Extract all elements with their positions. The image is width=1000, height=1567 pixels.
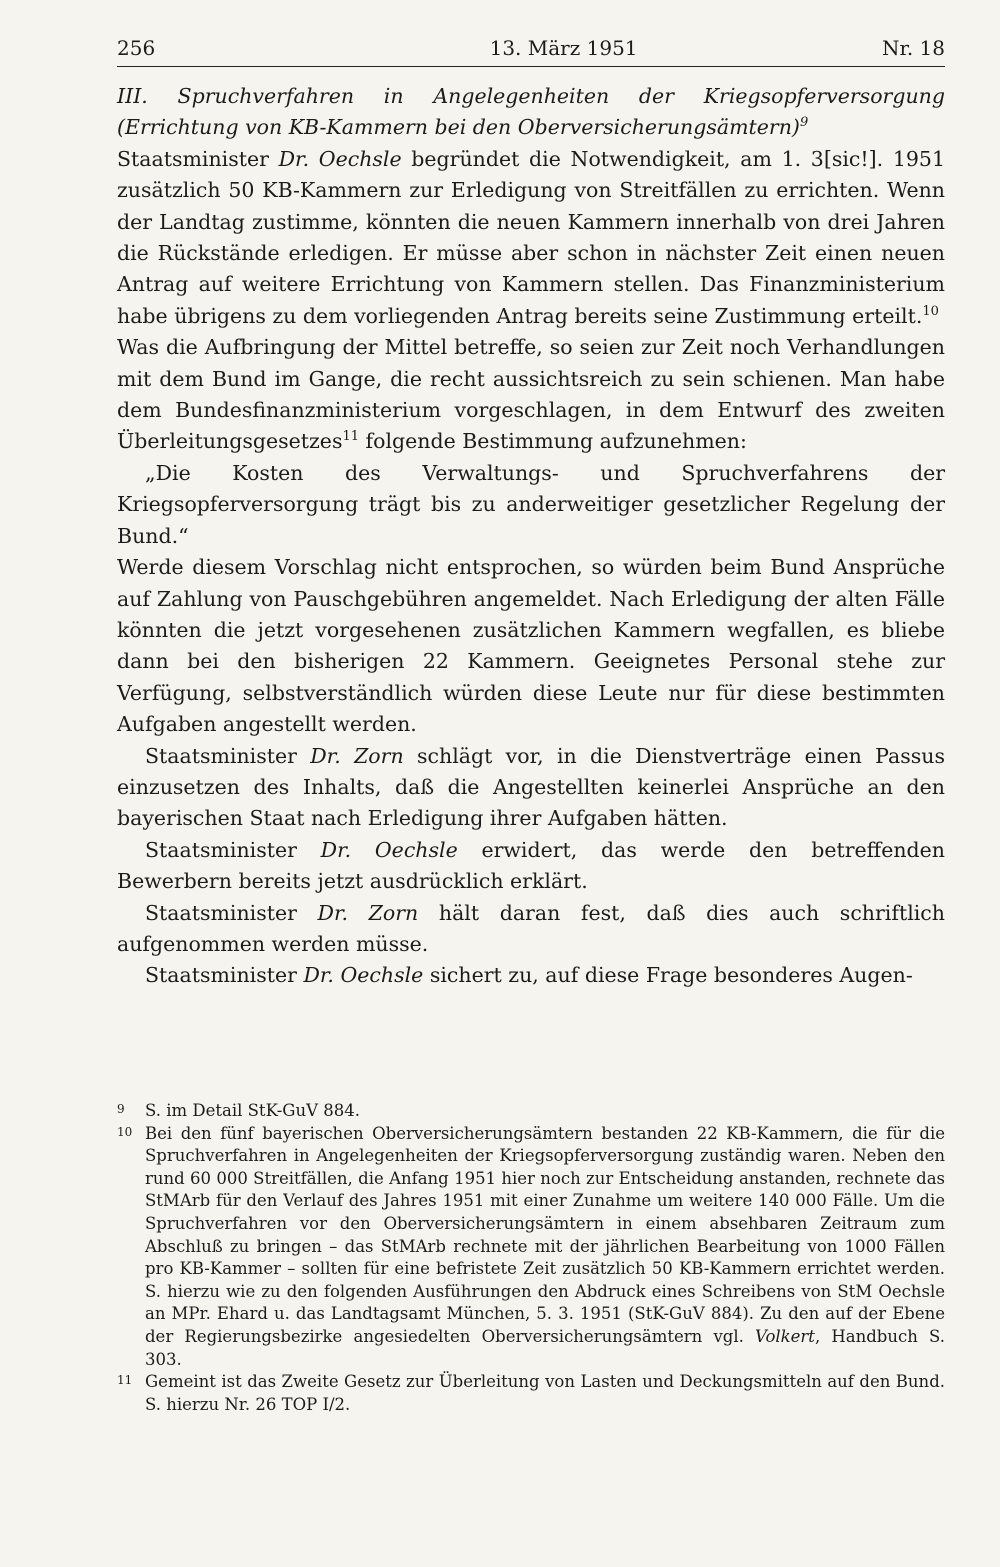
page [117,36,945,992]
paragraph-5-lead: Staatsminister [145,837,321,862]
paragraph-5 [117,835,945,898]
paragraph-5-text: erwidert, das werde den betreffenden Bewerbern bereits jetzt ausdrücklich erklärt. [117,837,945,894]
paragraph-2-tail: folgende Bestimmung aufzunehmen: [359,429,747,454]
paragraph-3: Werde diesem Vorschlag nicht entsprochen, so würden beim Bund Ansprüche auf Zahlung von Pauschgebühren angemeldet. Nach Erledigung der alten Fälle könnten die jetzt vorgesehenen zusätzlichen Kammern wegfallen, es bliebe dann bei den bisherigen 22 Kammern. Geeignetes Personal stehe zur Verfügung, selbstverständlich würden diese Leute nur für diese bestimmten Aufgaben angestellt werden. [117,555,945,737]
paragraph-7-text: sichert zu, auf diese Frage besonderes Augen- [423,963,913,988]
paragraph-4 [117,741,945,835]
cited-author: Volkert [755,1326,815,1346]
speaker-name: Dr. Oechsle [278,146,402,171]
header-date: 13. März 1951 [489,36,638,60]
speaker-name: Dr. Zorn [310,743,404,768]
paragraph-6-text: hält daran fest, daß dies auch schriftlich aufgenommen werden müsse. [117,900,945,956]
header-issue: Nr. 18 [881,36,945,60]
footnote-number: 9 [117,1102,125,1116]
paragraph-2-text: Was die Aufbringung der Mittel betreffe, so seien zur Zeit noch Verhandlungen mit dem Bund im Gange, die recht aussichtsreich zu sein schienen. Man habe dem Bundesfinanzministerium vorgeschlagen, in dem Entwurf des zweiten Überleitungsgesetzes [117,335,945,454]
speaker-name: Dr. Zorn [317,900,419,925]
paragraph-2 [117,332,945,458]
speaker-name: Dr. Oechsle [303,963,424,988]
paragraph-4-lead: Staatsminister [145,743,311,768]
quoted-provision: „Die Kosten des Verwaltungs- und Spruchverfahrens der Kriegsopferversorgung trägt bis zu anderweitiger gesetzlicher Regelung der Bund.“ [117,460,945,548]
footnotes [117,1100,945,1416]
paragraph-4-text: schlägt vor, in die Dienstverträge einen Passus einzusetzen des Inhalts, daß die Angestellten keinerlei Ansprüche an den bayerischen Staat nach Erledigung ihrer Aufgaben hätten. [117,743,945,831]
body-text [117,81,945,992]
paragraph-6 [117,898,945,961]
running-header [117,36,945,67]
footnote-ref-11[interactable]: 11 [342,429,360,445]
paragraph-1-text: begründet die Notwendigkeit, am 1. 3[sic!]. 1951 zusätzlich 50 KB-Kammern zur Erledigung von Streitfällen zu errichten. Wenn der Landtag zustimme, könnten die neuen Kammern innerhalb von drei Jahren die Rückstände erledigen. Er müsse aber schon in nächster Zeit einen neuen Antrag auf weitere Errichtung von Kammern stellen. Das Finanzministerium habe übrigens zu dem vorliegenden Antrag bereits seine Zustimmung erteilt. [117,146,945,328]
footnote-text: Bei den fünf bayerischen Oberversicherungsämtern bestanden 22 KB-Kammern, die für die Spruchverfahren in Angelegenheiten der Kriegsopferversorgung zuständig waren. Neben den rund 60 000 Streitfällen, die Anfang 1951 hier noch zur Entscheidung anstanden, rechnete das StMArb für den Verlauf des Jahres 1951 mit einer Zunahme um weitere 140 000 Fälle. Um die Spruchverfahren vor den Oberversicherungsämtern in einem absehbaren Zeitraum zum Abschluß zu bringen – das StMArb rechnete mit der jährlichen Bearbeitung von 1000 Fällen pro KB-Kammer – sollten für eine befristete Zeit zusätzlich 50 KB-Kammern errichtet werden. S. hierzu wie zu den folgenden Ausführungen den Abdruck eines Schreibens von StM Oechsle an MPr. Ehard u. das Landtagsamt München, 5. 3. 1951 (StK-GuV 884). Zu den auf der Ebene der Regierungsbezirke angesiedelten Oberversicherungsämtern vgl. [145,1123,945,1346]
footnote-11 [117,1371,945,1416]
footnote-9 [117,1100,945,1123]
footnote-text: Gemeint ist das Zweite Gesetz zur Überleitung von Lasten und Deckungsmitteln auf den Bund. S. hierzu Nr. 26 TOP I/2. [145,1372,945,1414]
paragraph-7 [117,960,945,991]
paragraph-1 [117,144,945,332]
footnote-text-tail: , Handbuch S. 303. [145,1326,945,1369]
footnote-text: S. im Detail StK-GuV 884. [145,1101,360,1120]
speaker-name: Dr. Oechsle [320,837,458,862]
footnote-ref-9[interactable]: 9 [799,115,809,131]
footnote-number: 11 [117,1373,133,1388]
page-number: 256 [117,36,156,60]
section-heading [117,81,945,144]
paragraph-6-lead: Staatsminister [145,900,318,925]
footnote-10 [117,1123,945,1372]
footnote-number: 10 [117,1124,133,1139]
section-heading-text: III. Spruchverfahren in Angelegenheiten der Kriegsopferversorgung (Errichtung von KB-Kammern bei den Oberversicherungsämtern) [117,84,945,140]
footnote-ref-10[interactable]: 10 [922,303,939,319]
paragraph-1-lead: Staatsminister [117,146,279,171]
paragraph-7-lead: Staatsminister [145,963,304,988]
